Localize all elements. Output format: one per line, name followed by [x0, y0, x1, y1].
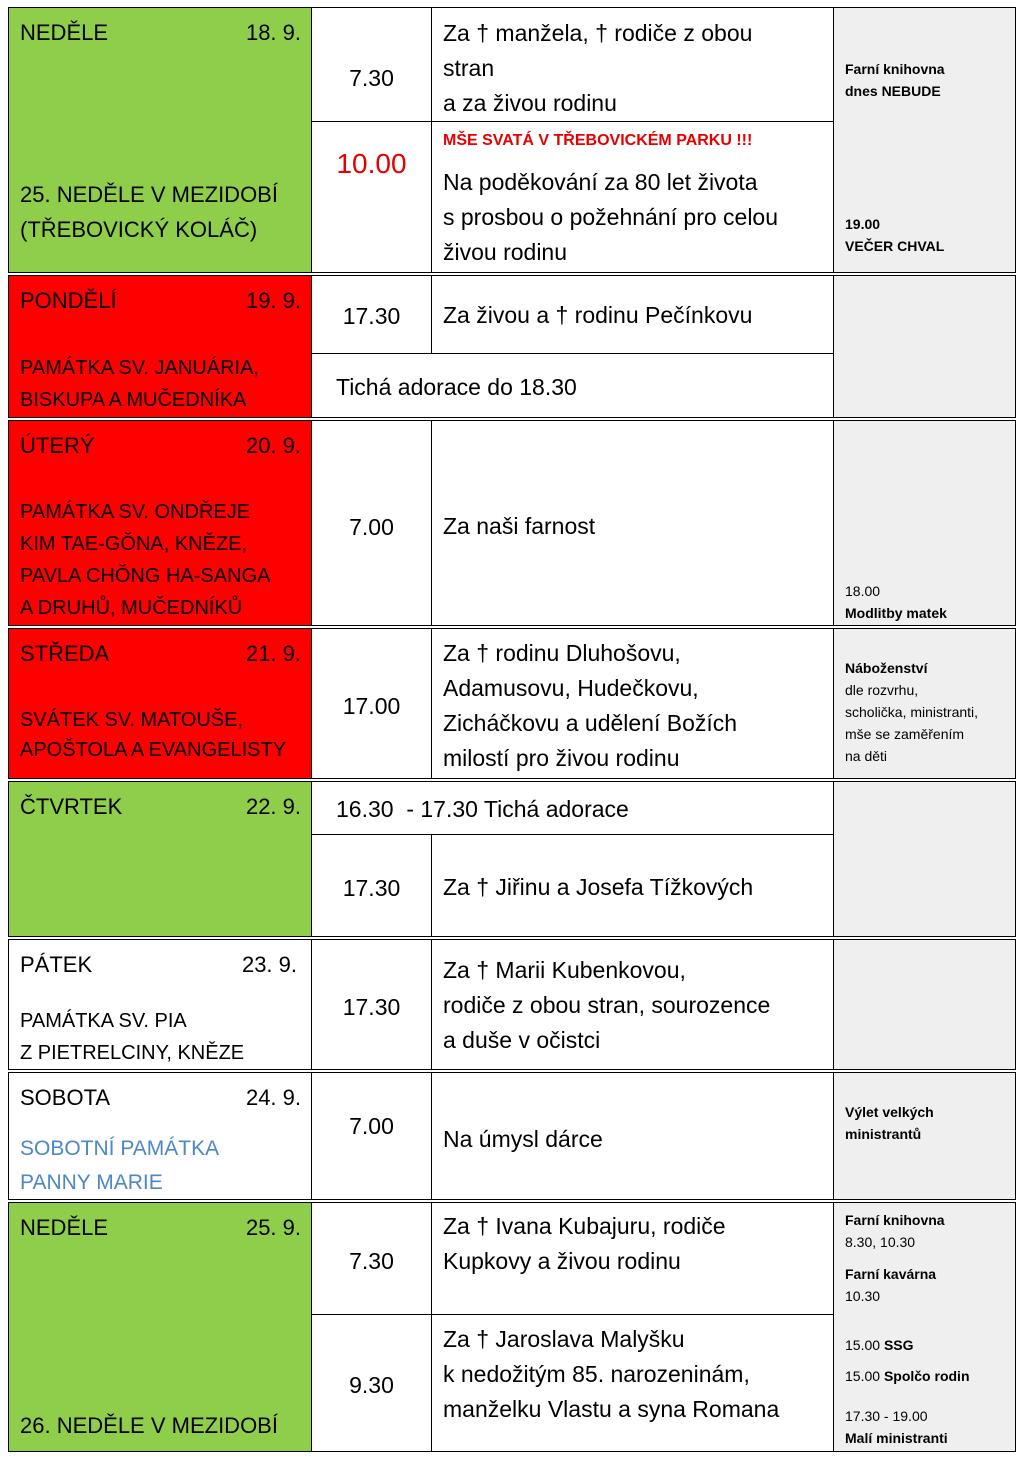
mass-time: 17.30	[342, 994, 401, 1020]
note-time: 15.00	[845, 1368, 881, 1384]
adoration-cell	[311, 353, 834, 418]
intention-line: a za živou rodinu	[443, 90, 617, 116]
intention-cell	[431, 121, 834, 273]
time-cell	[311, 834, 432, 937]
notes-cell	[833, 275, 1016, 418]
day-date: 19. 9.	[245, 288, 301, 313]
intention-line: manželku Vlastu a syna Romana	[443, 1396, 780, 1422]
intention-line: k nedožitým 85. narozeninám,	[443, 1361, 750, 1387]
day-name: PÁTEK	[20, 952, 93, 977]
note-text: 17.30 - 19.00	[845, 1408, 928, 1424]
intention-line: a duše v očistci	[443, 1027, 601, 1053]
intention-cell	[431, 1072, 834, 1200]
intention-line: Za † Ivana Kubajuru, rodiče	[443, 1213, 726, 1239]
mass-time: 7.30	[349, 65, 394, 91]
time-cell	[311, 121, 432, 273]
note-text: 10.30	[845, 1288, 881, 1304]
intention-line: Za † Jiřinu a Josefa Tížkových	[443, 874, 754, 900]
note-text: Náboženství	[845, 660, 928, 676]
notes-cell	[833, 628, 1016, 779]
day-cell-thursday	[8, 781, 312, 937]
event-alert: MŠE SVATÁ V TŘEBOVICKÉM PARKU !!!	[443, 132, 753, 149]
adoration-text: 16.30 - 17.30 Tichá adorace	[336, 796, 629, 822]
feast-line: PAMÁTKA SV. PIA	[20, 1010, 187, 1032]
intention-line: Za naši farnost	[443, 513, 596, 539]
feast-line: APOŠTOLA A EVANGELISTY	[20, 739, 287, 761]
intention-line: stran	[443, 55, 495, 81]
day-date: 24. 9.	[245, 1085, 301, 1110]
intention-line: Na poděkování za 80 let života	[443, 169, 758, 195]
day-name: NEDĚLE	[20, 20, 109, 45]
time-cell	[311, 939, 432, 1070]
day-name: ÚTERÝ	[20, 433, 95, 458]
intention-cell	[431, 1202, 834, 1315]
intention-cell	[431, 275, 834, 354]
note-text: dle rozvrhu,	[845, 682, 919, 698]
note-text: dnes NEBUDE	[845, 83, 941, 99]
feast-line: SVÁTEK SV. MATOUŠE,	[20, 709, 244, 731]
note-label: Spolčo rodin	[883, 1368, 970, 1384]
day-cell-sunday-25	[8, 1202, 312, 1452]
intention-line: Za živou a † rodinu Pečínkovu	[443, 302, 753, 328]
day-cell-friday	[8, 939, 312, 1070]
notes-cell	[833, 420, 1016, 626]
intention-line: Kupkovy a živou rodinu	[443, 1248, 681, 1274]
note-text: Výlet velkých	[845, 1104, 934, 1120]
mass-time: 7.00	[349, 1113, 394, 1139]
day-cell-sunday-18	[8, 7, 312, 273]
time-cell	[311, 275, 432, 354]
note-text: na děti	[845, 748, 888, 764]
notes-cell	[833, 1202, 1016, 1452]
note-text	[845, 1334, 914, 1356]
notes-cell	[833, 1072, 1016, 1200]
intention-cell	[431, 628, 834, 779]
mass-time: 17.30	[342, 303, 401, 329]
intention-line: Na úmysl dárce	[443, 1126, 603, 1152]
time-cell	[311, 7, 432, 122]
day-date: 22. 9.	[245, 794, 301, 819]
feast-line: BISKUPA A MUČEDNÍKA	[20, 389, 247, 411]
time-cell	[311, 628, 432, 779]
time-cell	[311, 1314, 432, 1452]
intention-line: Za † Marii Kubenkovou,	[443, 957, 686, 983]
feast-line: Z PIETRELCINY, KNĚZE	[20, 1042, 245, 1064]
intention-cell	[431, 1314, 834, 1452]
intention-line: Adamusovu, Hudečkovu,	[443, 675, 699, 701]
note-text: mše se zaměřením	[845, 726, 965, 742]
note-text: Farní knihovna	[845, 61, 945, 77]
note-text: Farní kavárna	[845, 1266, 937, 1282]
note-text: 19.00	[845, 216, 881, 232]
intention-line: Za † rodinu Dluhošovu,	[443, 640, 681, 666]
intention-line: Za † manžela, † rodiče z obou	[443, 20, 753, 46]
day-cell-wednesday	[8, 628, 312, 779]
feast-line: KIM TAE-GŎNA, KNĚZE,	[20, 533, 248, 555]
feast-line: PAMÁTKA SV. JANUÁRIA,	[20, 357, 259, 379]
feast-line: PAMÁTKA SV. ONDŘEJE	[20, 501, 251, 523]
intention-line: s prosbou o požehnání pro celou	[443, 204, 779, 230]
mass-time: 7.30	[349, 1248, 394, 1274]
intention-line: rodiče z obou stran, sourozence	[443, 992, 771, 1018]
note-text: scholička, ministranti,	[845, 704, 979, 720]
note-text: 8.30, 10.30	[845, 1234, 916, 1250]
notes-cell	[833, 781, 1016, 937]
day-name: ČTVRTEK	[20, 794, 123, 819]
day-cell-tuesday	[8, 420, 312, 626]
note-text: Farní knihovna	[845, 1212, 945, 1228]
feast-line: PAVLA CHŎNG HA-SANGA	[20, 565, 271, 587]
day-name: STŘEDA	[20, 641, 110, 666]
day-cell-monday	[8, 275, 312, 418]
adoration-cell	[311, 781, 834, 835]
intention-cell	[431, 834, 834, 937]
intention-cell	[431, 420, 834, 626]
feast-line: SOBOTNÍ PAMÁTKA	[20, 1137, 220, 1160]
time-cell	[311, 1202, 432, 1315]
feast-line: PANNY MARIE	[20, 1171, 163, 1194]
adoration-text: Tichá adorace do 18.30	[336, 374, 577, 400]
intention-cell	[431, 7, 834, 122]
mass-time: 7.00	[349, 514, 394, 540]
day-cell-saturday	[8, 1072, 312, 1200]
note-label: SSG	[883, 1337, 914, 1353]
time-cell	[311, 1072, 432, 1200]
time-cell	[311, 420, 432, 626]
day-name: SOBOTA	[20, 1085, 111, 1110]
feast-subtitle: (TŘEBOVICKÝ KOLÁČ)	[20, 217, 258, 242]
note-text: Malí ministranti	[845, 1430, 948, 1446]
day-date: 25. 9.	[245, 1215, 301, 1240]
mass-time: 17.00	[342, 693, 401, 719]
feast-title: 26. NEDĚLE V MEZIDOBÍ	[20, 1413, 278, 1438]
day-name: PONDĚLÍ	[20, 288, 117, 313]
mass-time-highlight: 10.00	[336, 148, 407, 179]
feast-title: 25. NEDĚLE V MEZIDOBÍ	[20, 182, 278, 207]
note-text: 18.00	[845, 583, 881, 599]
intention-cell	[431, 939, 834, 1070]
notes-cell	[833, 939, 1016, 1070]
day-date: 21. 9.	[245, 641, 301, 666]
note-time: 15.00	[845, 1337, 881, 1353]
day-date: 18. 9.	[245, 20, 301, 45]
intention-line: milostí pro živou rodinu	[443, 745, 680, 771]
note-text: VEČER CHVAL	[845, 238, 945, 254]
mass-time: 9.30	[349, 1372, 394, 1398]
notes-cell	[833, 7, 1016, 273]
intention-line: Za † Jaroslava Malyšku	[443, 1326, 685, 1352]
day-date: 20. 9.	[245, 433, 301, 458]
day-name: NEDĚLE	[20, 1215, 109, 1240]
note-text: Modlitby matek	[845, 605, 947, 621]
day-date: 23. 9.	[241, 952, 297, 977]
note-text: ministrantů	[845, 1126, 922, 1142]
feast-line: A DRUHŮ, MUČEDNÍKŮ	[20, 597, 243, 619]
intention-line: Zicháčkovu a udělení Božích	[443, 710, 738, 736]
intention-line: živou rodinu	[443, 239, 568, 265]
note-text	[845, 1365, 970, 1387]
mass-time: 17.30	[342, 875, 401, 901]
